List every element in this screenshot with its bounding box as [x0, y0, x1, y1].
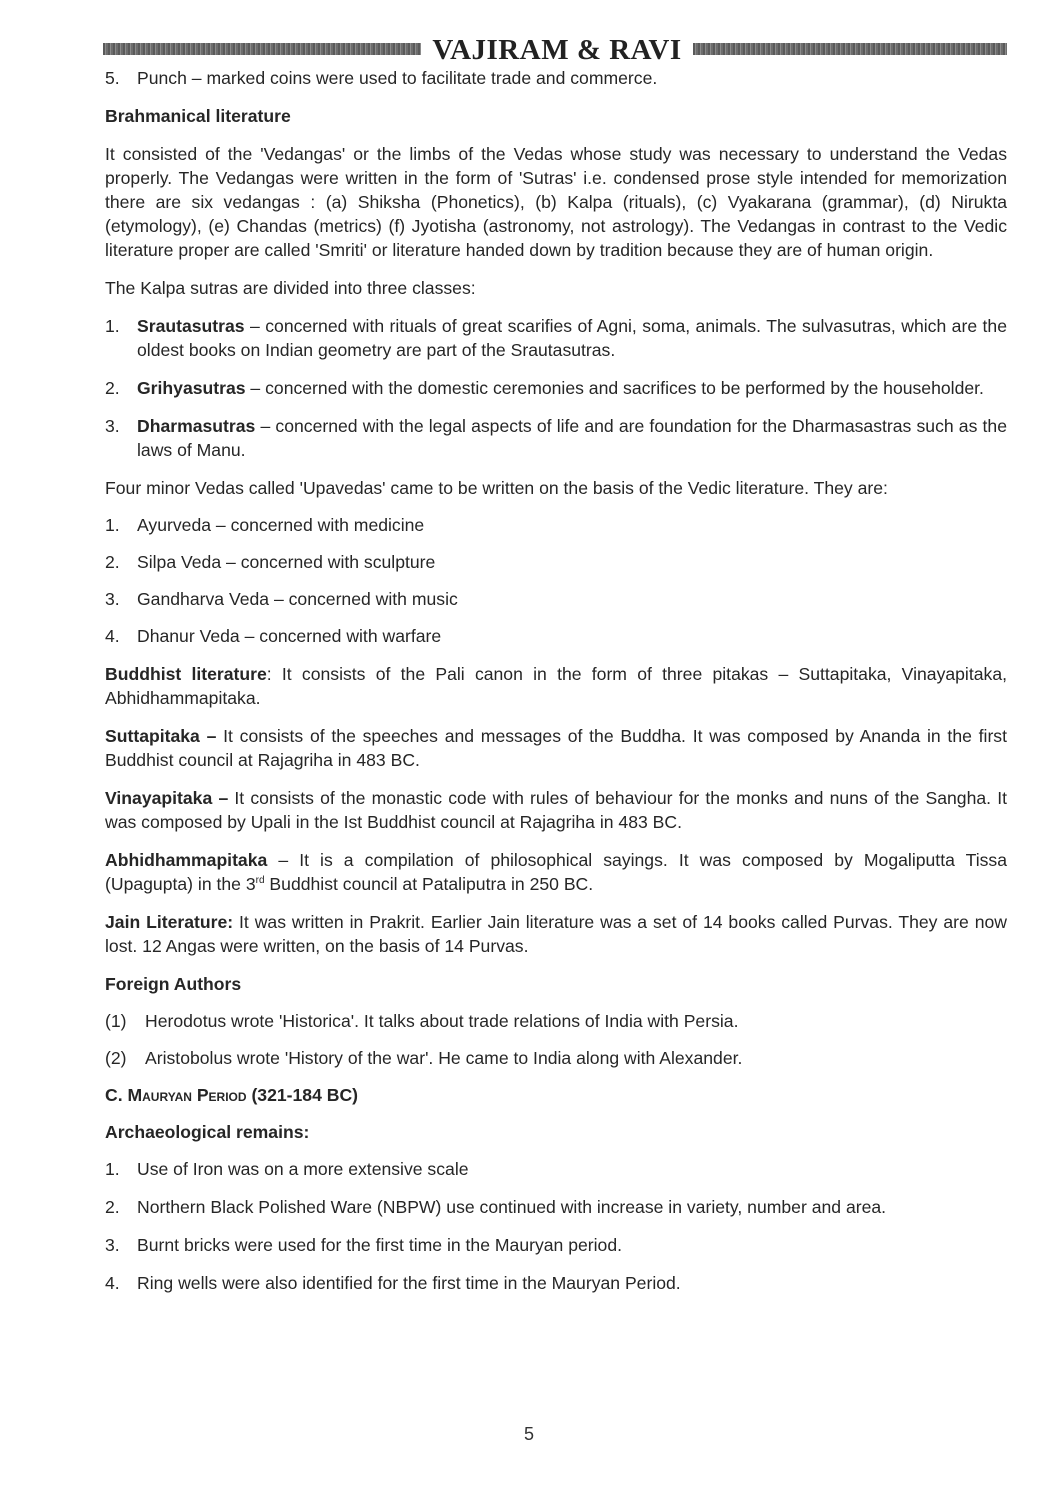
- paragraph-suttapitaka: [105, 724, 1007, 772]
- term: Buddhist literature: [105, 664, 267, 684]
- paragraph-jain-literature: [105, 910, 1007, 958]
- upaveda-list-item: [105, 550, 1007, 574]
- list-text: Herodotus wrote 'Historica'. It talks about trade relations of India with Persia.: [145, 1011, 739, 1031]
- term-description: It was written in Prakrit. Earlier Jain literature was a set of 14 books called Purvas. They are now lost. 12 Angas were written, on the basis of 14 Purvas.: [105, 912, 1007, 956]
- kalpa-list-item: [105, 376, 1007, 400]
- list-number: 3.: [105, 416, 120, 436]
- paragraph-vinayapitaka: [105, 786, 1007, 834]
- paragraph-vedangas: It consisted of the 'Vedangas' or the limbs of the Vedas whose study was necessary to understand the Vedas properly. The Vedangas were written in the form of 'Sutras' i.e. condensed prose style intended for memorization there are six vedangas : (a) Shiksha (Phonetics), (b) Kalpa (rituals), (c) Vyakarana (grammar), (d) Nirukta (etymology), (e) Chandas (metrics) (f) Jyotisha (astronomy, not astrology). The Vedangas in contrast to the Vedic literature proper are called 'Smriti' or literature handed down by tradition because they are of human origin.: [105, 144, 1007, 260]
- ordinal-suffix: rd: [255, 875, 265, 887]
- mauryan-list-item: [105, 1271, 1007, 1295]
- term: Srautasutras: [137, 316, 245, 336]
- mauryan-list-item: [105, 1233, 1007, 1257]
- list-text: Silpa Veda – concerned with sculpture: [137, 552, 436, 572]
- term: Vinayapitaka –: [105, 788, 229, 808]
- page-header: [103, 34, 1007, 66]
- paragraph-upavedas-intro: Four minor Vedas called 'Upavedas' came to be written on the basis of the Vedic literature. They are:: [105, 478, 888, 498]
- list-number: 3.: [105, 1235, 120, 1255]
- intro-list-item: [105, 66, 1007, 90]
- list-number: 3.: [105, 589, 120, 609]
- upaveda-list-item: [105, 587, 1007, 611]
- list-number: 2.: [105, 1197, 120, 1217]
- term: Grihyasutras: [137, 378, 246, 398]
- list-number: 2.: [105, 378, 120, 398]
- term-description: : It consists of the Pali canon in the form of three pitakas – Suttapitaka, Vinayapitaka, Abhidhammapitaka.: [105, 664, 1007, 708]
- list-text: Ring wells were also identified for the first time in the Mauryan Period.: [137, 1273, 681, 1293]
- header-stripe-left: [103, 43, 421, 55]
- list-text: Gandharva Veda – concerned with music: [137, 589, 458, 609]
- list-number: 1.: [105, 515, 120, 535]
- list-number: (1): [105, 1011, 127, 1031]
- term: Jain Literature:: [105, 912, 234, 932]
- kalpa-list-item: [105, 414, 1007, 462]
- paragraph-abhidhammapitaka: [105, 848, 1007, 896]
- term-description: – concerned with the domestic ceremonies and sacrifices to be performed by the householder.: [245, 378, 984, 398]
- list-number: (2): [105, 1048, 127, 1068]
- term-description: It consists of the monastic code with rules of behaviour for the monks and nuns of the Sangha. It was composed by Upali in the Ist Buddhist council at Rajagriha in 483 BC.: [105, 788, 1007, 832]
- term-description: It consists of the speeches and messages of the Buddha. It was composed by Ananda in the first Buddhist council at Rajagriha in 483 BC.: [105, 726, 1007, 770]
- list-text: [137, 376, 1007, 400]
- section-heading-mauryan: C. Mauryan Period (321-184 BC): [105, 1085, 359, 1105]
- term-description: – concerned with the legal aspects of life and are foundation for the Dharmasastras such as the laws of Manu.: [137, 416, 1007, 460]
- page-number: 5: [523, 1424, 534, 1444]
- mauryan-list-item: [105, 1157, 1007, 1181]
- list-text: Punch – marked coins were used to facilitate trade and commerce.: [137, 68, 658, 88]
- term: Abhidhammapitaka: [105, 850, 268, 870]
- list-text: Use of Iron was on a more extensive scale: [137, 1159, 469, 1179]
- term-description-cont: Buddhist council at Pataliputra in 250 BC.: [264, 874, 594, 894]
- document-body: [105, 66, 1007, 1295]
- foreign-author-item: [105, 1009, 1007, 1033]
- header-brand: VAJIRAM & RAVI: [432, 34, 682, 66]
- list-number: 4.: [105, 626, 120, 646]
- upaveda-list-item: [105, 513, 1007, 537]
- mauryan-list-item: [105, 1195, 1007, 1219]
- term: Suttapitaka –: [105, 726, 217, 746]
- section-heading-brahmanical: Brahmanical literature: [105, 106, 291, 126]
- list-number: 1.: [105, 1159, 120, 1179]
- list-text: Dhanur Veda – concerned with warfare: [137, 626, 442, 646]
- list-text: Ayurveda – concerned with medicine: [137, 515, 425, 535]
- header-stripe-right: [693, 43, 1007, 55]
- subheading-archaeological: Archaeological remains:: [105, 1122, 310, 1142]
- term: Dharmasutras: [137, 416, 256, 436]
- foreign-author-item: [105, 1046, 1007, 1070]
- section-heading-foreign-authors: Foreign Authors: [105, 974, 242, 994]
- term-description: – concerned with rituals of great scarifies of Agni, soma, animals. The sulvasutras, which are the oldest books on Indian geometry are part of the Srautasutras.: [137, 316, 1007, 360]
- paragraph-buddhist-literature: [105, 662, 1007, 710]
- list-text: Northern Black Polished Ware (NBPW) use continued with increase in variety, number and area.: [137, 1197, 887, 1217]
- list-text: [137, 414, 1007, 462]
- list-number: 2.: [105, 552, 120, 572]
- list-number: 1.: [105, 316, 120, 336]
- kalpa-list-item: [105, 314, 1007, 362]
- upaveda-list-item: [105, 624, 1007, 648]
- list-text: Burnt bricks were used for the first time in the Mauryan period.: [137, 1235, 623, 1255]
- list-number: 5.: [105, 68, 120, 88]
- list-text: Aristobolus wrote 'History of the war'. He came to India along with Alexander.: [145, 1048, 743, 1068]
- list-text: [137, 314, 1007, 362]
- list-number: 4.: [105, 1273, 120, 1293]
- term-description: – It is a compilation of philosophical sayings. It was composed by Mogaliputta Tissa (Upagupta) in the 3: [105, 850, 1007, 894]
- paragraph-kalpa-intro: The Kalpa sutras are divided into three classes:: [105, 278, 476, 298]
